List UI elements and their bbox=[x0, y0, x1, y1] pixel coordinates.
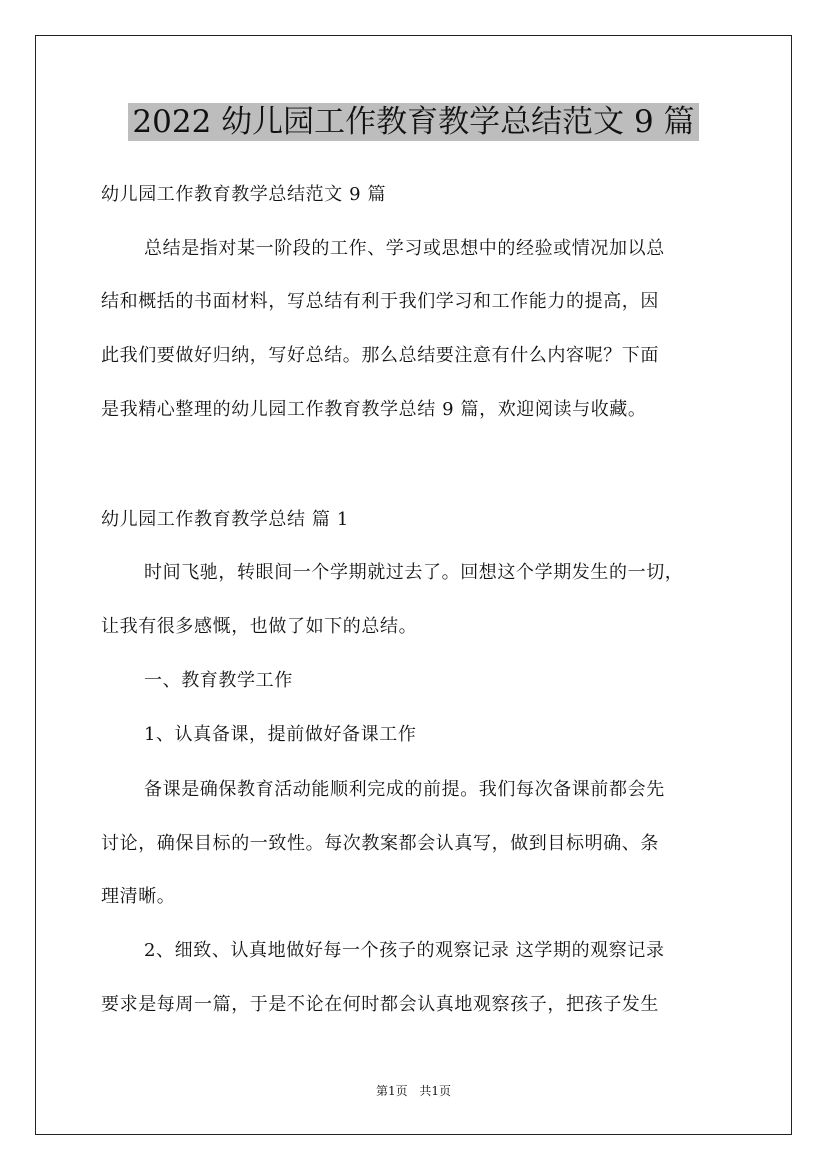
document-title: 2022 幼儿园工作教育教学总结范文 9 篇 bbox=[128, 103, 698, 141]
page-footer bbox=[0, 1083, 827, 1099]
page-number: 第1页 bbox=[375, 1084, 408, 1098]
paragraph-line: 2、细致、认真地做好每一个孩子的观察记录 这学期的观察记录 bbox=[144, 940, 665, 961]
paragraph-line: 理清晰。 bbox=[101, 886, 176, 907]
subsection-heading: 一、教育教学工作 bbox=[144, 670, 293, 691]
paragraph-line: 备课是确保教育活动能顺利完成的前提。我们每次备课前都会先 bbox=[144, 779, 665, 800]
paragraph-line: 要求是每周一篇，于是不论在何时都会认真地观察孩子，把孩子发生 bbox=[101, 994, 659, 1015]
paragraph-line: 是我精心整理的幼儿园工作教育教学总结 9 篇，欢迎阅读与收藏。 bbox=[101, 399, 647, 420]
subsection-heading: 1、认真备课，提前做好备课工作 bbox=[144, 724, 417, 745]
paragraph-line: 讨论，确保目标的一致性。每次教案都会认真写，做到目标明确、条 bbox=[101, 833, 659, 854]
paragraph-line: 此我们要做好归纳，写好总结。那么总结要注意有什么内容呢？下面 bbox=[101, 345, 659, 366]
paragraph-line: 时间飞驰，转眼间一个学期就过去了。回想这个学期发生的一切， bbox=[144, 562, 684, 583]
section-heading: 幼儿园工作教育教学总结 篇 1 bbox=[101, 509, 349, 530]
page-total: 共1页 bbox=[419, 1084, 452, 1098]
paragraph-line: 结和概括的书面材料，写总结有利于我们学习和工作能力的提高，因 bbox=[101, 291, 659, 312]
paragraph-line: 总结是指对某一阶段的工作、学习或思想中的经验或情况加以总 bbox=[144, 238, 665, 259]
document-subtitle: 幼儿园工作教育教学总结范文 9 篇 bbox=[101, 184, 387, 205]
document-title-row bbox=[0, 103, 827, 141]
paragraph-line: 让我有很多感慨，也做了如下的总结。 bbox=[101, 616, 418, 637]
